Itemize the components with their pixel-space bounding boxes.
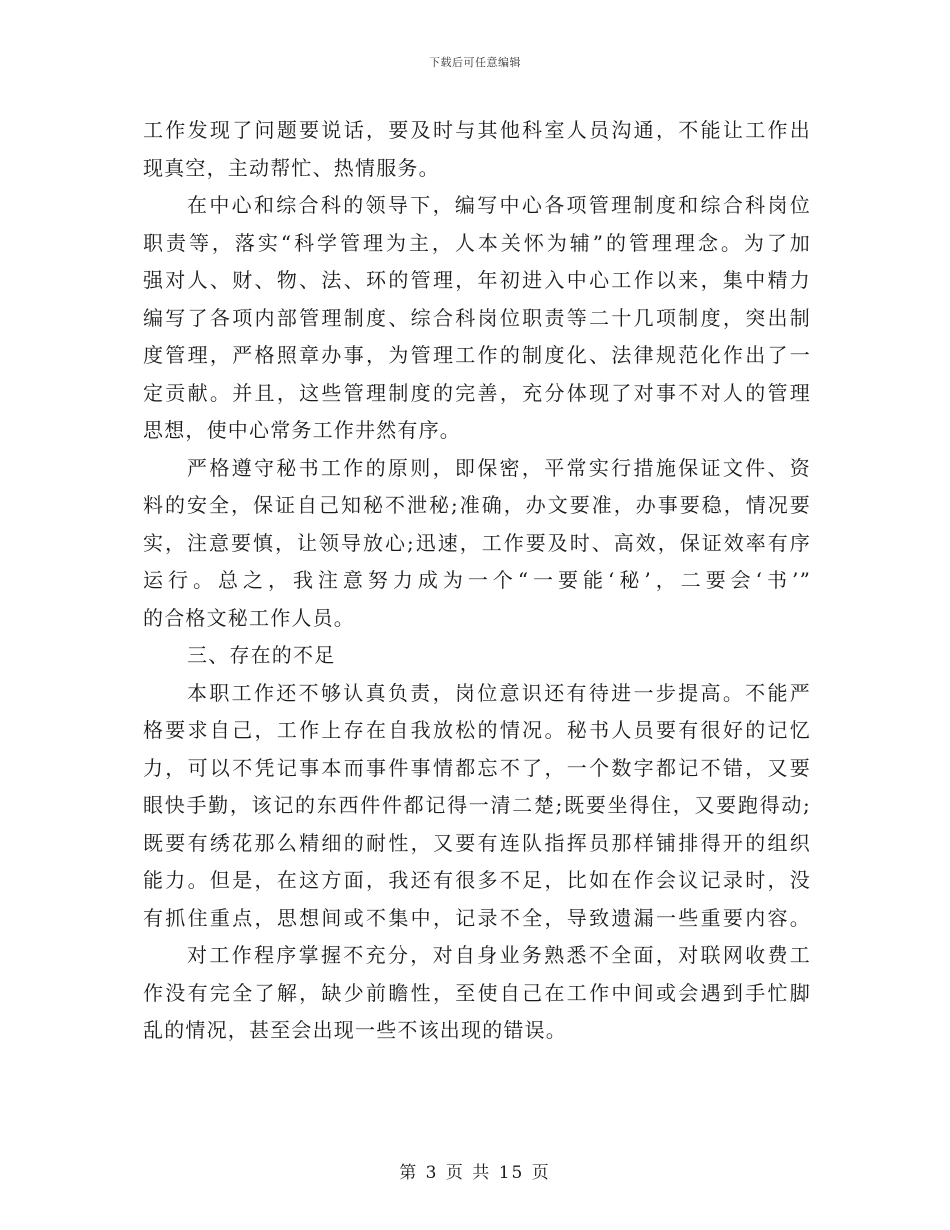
body-line: 强对人、财、物、法、环的管理，年初进入中心工作以来，集中精力	[143, 268, 811, 292]
body-line: 思想，使中心常务工作井然有序。	[143, 418, 461, 442]
body-line: 能力。但是，在这方面，我还有很多不足，比如在作会议记录时，没	[143, 868, 811, 892]
body-line: 料的安全，保证自己知秘不泄秘;准确，办文要准，办事要稳，情况要	[143, 493, 811, 517]
body-line: 的合格文秘工作人员。	[143, 605, 355, 630]
body-line: 乱的情况，甚至会出现一些不该出现的错误。	[143, 1018, 567, 1042]
body-line: 有抓住重点，思想间或不集中，记录不全，导致遗漏一些重要内容。	[143, 905, 811, 930]
page-number: 第 3 页 共 15 页	[399, 1163, 551, 1183]
body-line: 既要有绣花那么精细的耐性，又要有连队指挥员那样铺排得开的组织	[143, 830, 811, 855]
body-line: 工作发现了问题要说话，要及时与其他科室人员沟通，不能让工作出	[143, 118, 811, 142]
paragraph-start-line: 对工作程序掌握不充分，对自身业务熟悉不全面，对联网收费工	[187, 943, 811, 967]
body-line: 力，可以不凭记事本而事件事情都忘不了，一个数字都记不错，又要	[143, 755, 811, 780]
paragraph-start-line: 在中心和综合科的领导下，编写中心各项管理制度和综合科岗位	[187, 193, 811, 217]
body-line: 运行。总之，我注意努力成为一个“一要能‘秘’，二要会‘书’”	[143, 568, 811, 592]
body-line: 定贡献。并且，这些管理制度的完善，充分体现了对事不对人的管理	[143, 380, 811, 405]
body-line: 现真空，主动帮忙、热情服务。	[143, 155, 440, 180]
section-heading: 三、存在的不足	[187, 643, 336, 667]
body-line: 度管理，严格照章办事，为管理工作的制度化、法律规范化作出了一	[143, 343, 811, 367]
paragraph-start-line: 本职工作还不够认真负责，岗位意识还有待进一步提高。不能严	[187, 680, 811, 705]
body-line: 作没有完全了解，缺少前瞻性，至使自己在工作中间或会遇到手忙脚	[143, 980, 811, 1005]
body-line: 编写了各项内部管理制度、综合科岗位职责等二十几项制度，突出制	[143, 305, 811, 330]
body-line: 格要求自己，工作上存在自我放松的情况。秘书人员要有很好的记忆	[143, 718, 811, 742]
body-line: 实，注意要慎，让领导放心;迅速，工作要及时、高效，保证效率有序	[143, 530, 811, 555]
header-note: 下载后可任意编辑	[429, 56, 521, 69]
document-body	[143, 112, 811, 1050]
body-line: 眼快手勤，该记的东西件件都记得一清二楚;既要坐得住，又要跑得动;	[143, 793, 811, 817]
paragraph-start-line: 严格遵守秘书工作的原则，即保密，平常实行措施保证文件、资	[187, 455, 811, 480]
body-line: 职责等，落实“科学管理为主，人本关怀为辅”的管理理念。为了加	[143, 230, 811, 255]
